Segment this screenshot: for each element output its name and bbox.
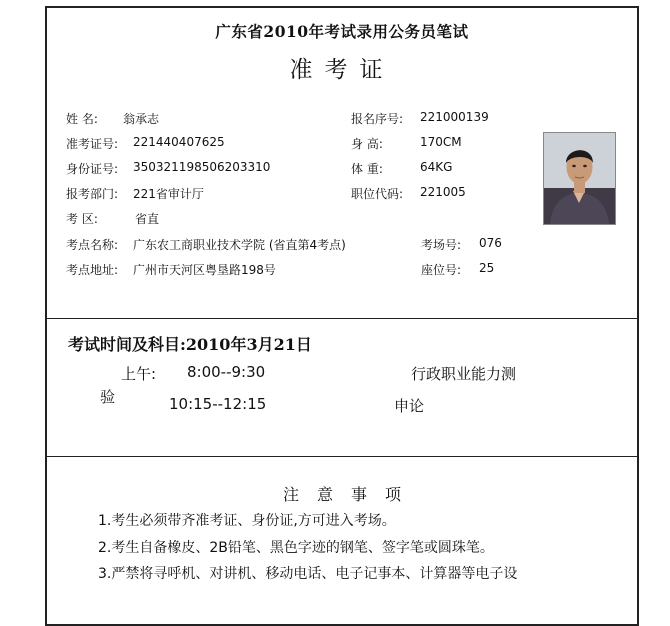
slot2-time: 10:15--12:15 <box>169 395 267 413</box>
position-code-label: 职位代码: <box>351 187 404 201</box>
divider <box>47 318 637 319</box>
reg-no-value: 221000139 <box>420 110 489 124</box>
ticket-no-value: 221440407625 <box>133 135 225 149</box>
room-value: 076 <box>479 236 502 250</box>
notice-item-1: 1.考生必须带齐准考证、身份证,方可进入考场。 <box>98 513 396 529</box>
dept-label: 报考部门: <box>66 187 119 201</box>
site-value: 广东农工商职业技术学院 (省直第4考点) <box>133 238 346 252</box>
position-code-value: 221005 <box>420 185 466 199</box>
name-label: 姓 名: <box>66 112 98 126</box>
height-label: 身 高: <box>351 137 383 151</box>
divider <box>47 456 637 457</box>
weight-label: 体 重: <box>351 162 383 176</box>
notice-item-2: 2.考生自备橡皮、2B铅笔、黑色字迹的钢笔、签字笔或圆珠笔。 <box>98 540 494 556</box>
notice-item-3: 3.严禁将寻呼机、对讲机、移动电话、电子记事本、计算器等电子设 <box>98 566 518 582</box>
site-label: 考点名称: <box>66 238 119 252</box>
ticket-no-label: 准考证号: <box>66 137 119 151</box>
exam-title: 广东省2010年考试录用公务员笔试 <box>215 22 469 41</box>
area-value: 省直 <box>135 212 160 226</box>
ticket-title: 准考证 <box>289 57 395 83</box>
seat-label: 座位号: <box>421 263 462 277</box>
portrait-photo-icon <box>544 133 615 224</box>
notice-title: 注意事项 <box>282 485 419 504</box>
slot1-subject: 行政职业能力测 <box>411 365 517 383</box>
seat-value: 25 <box>479 261 495 275</box>
reg-no-label: 报名序号: <box>351 112 404 126</box>
name-value: 翁承志 <box>123 112 160 126</box>
id-value: 350321198506203310 <box>133 160 271 174</box>
slot1-subject-wrap: 验 <box>100 388 116 406</box>
schedule-heading: 考试时间及科目:2010年3月21日 <box>68 335 312 354</box>
slot2-subject: 申论 <box>394 397 425 415</box>
address-value: 广州市天河区粤垦路198号 <box>133 263 276 277</box>
area-label: 考 区: <box>66 212 98 226</box>
height-value: 170CM <box>420 135 462 149</box>
morning-label: 上午: <box>121 365 157 383</box>
admission-ticket <box>45 6 639 626</box>
address-label: 考点地址: <box>66 263 119 277</box>
portrait-photo <box>543 132 616 225</box>
slot1-time: 8:00--9:30 <box>187 363 266 381</box>
weight-value: 64KG <box>420 160 453 174</box>
room-label: 考场号: <box>421 238 462 252</box>
id-label: 身份证号: <box>66 162 119 176</box>
dept-value: 221省审计厅 <box>133 187 204 201</box>
